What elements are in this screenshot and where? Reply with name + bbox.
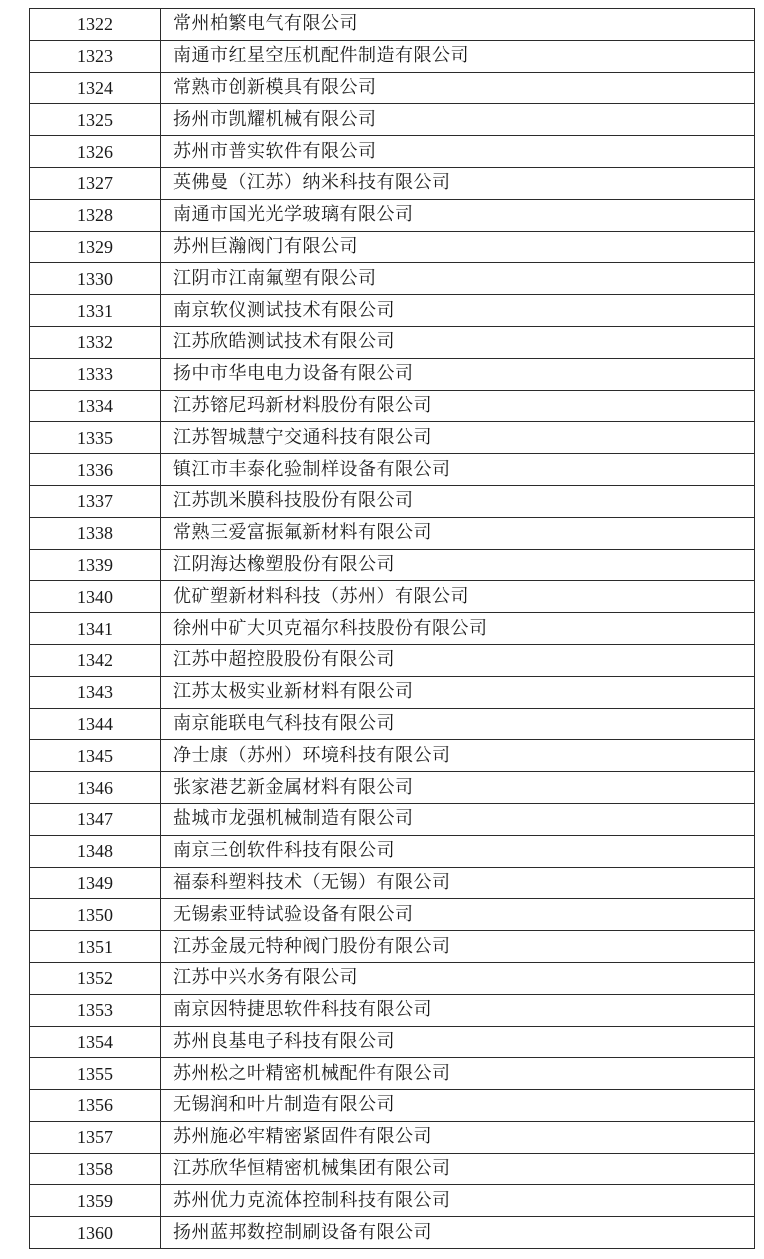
row-number-cell: 1330 [30, 263, 161, 295]
table-row [30, 1153, 755, 1185]
company-name-cell: 南京软仪测试技术有限公司 [161, 295, 755, 327]
row-number-cell: 1335 [30, 422, 161, 454]
row-number-cell: 1344 [30, 708, 161, 740]
table-row [30, 899, 755, 931]
company-name-cell: 江苏智城慧宁交通科技有限公司 [161, 422, 755, 454]
table-row [30, 231, 755, 263]
table-row [30, 1217, 755, 1249]
company-name-cell: 江苏镕尼玛新材料股份有限公司 [161, 390, 755, 422]
table-row [30, 9, 755, 41]
company-name-cell: 苏州良基电子科技有限公司 [161, 1026, 755, 1058]
company-name-cell: 优矿塑新材料科技（苏州）有限公司 [161, 581, 755, 613]
row-number-cell: 1353 [30, 994, 161, 1026]
table-row [30, 485, 755, 517]
company-name-cell: 江苏中超控股股份有限公司 [161, 644, 755, 676]
company-name-cell: 常熟市创新模具有限公司 [161, 72, 755, 104]
row-number-cell: 1349 [30, 867, 161, 899]
table-row [30, 295, 755, 327]
company-name-cell: 江阴市江南氟塑有限公司 [161, 263, 755, 295]
company-name-cell: 南京因特捷思软件科技有限公司 [161, 994, 755, 1026]
company-name-cell: 盐城市龙强机械制造有限公司 [161, 803, 755, 835]
row-number-cell: 1359 [30, 1185, 161, 1217]
row-number-cell: 1325 [30, 104, 161, 136]
table-row [30, 1121, 755, 1153]
table-row [30, 867, 755, 899]
row-number-cell: 1326 [30, 136, 161, 168]
company-name-cell: 常熟三爱富振氟新材料有限公司 [161, 517, 755, 549]
row-number-cell: 1341 [30, 613, 161, 645]
table-row [30, 962, 755, 994]
table-row [30, 835, 755, 867]
company-name-cell: 南京能联电气科技有限公司 [161, 708, 755, 740]
company-name-cell: 江苏金晟元特种阀门股份有限公司 [161, 931, 755, 963]
company-name-cell: 净士康（苏州）环境科技有限公司 [161, 740, 755, 772]
company-name-cell: 江苏凯米膜科技股份有限公司 [161, 485, 755, 517]
table-row [30, 708, 755, 740]
company-name-cell: 江阴海达橡塑股份有限公司 [161, 549, 755, 581]
table-row [30, 772, 755, 804]
row-number-cell: 1355 [30, 1058, 161, 1090]
company-name-cell: 苏州市普实软件有限公司 [161, 136, 755, 168]
row-number-cell: 1324 [30, 72, 161, 104]
row-number-cell: 1322 [30, 9, 161, 41]
row-number-cell: 1348 [30, 835, 161, 867]
row-number-cell: 1339 [30, 549, 161, 581]
table-row [30, 1058, 755, 1090]
table-row [30, 167, 755, 199]
row-number-cell: 1337 [30, 485, 161, 517]
company-name-cell: 南通市红星空压机配件制造有限公司 [161, 40, 755, 72]
company-name-cell: 苏州巨瀚阀门有限公司 [161, 231, 755, 263]
company-name-cell: 江苏太极实业新材料有限公司 [161, 676, 755, 708]
row-number-cell: 1332 [30, 326, 161, 358]
company-name-cell: 徐州中矿大贝克福尔科技股份有限公司 [161, 613, 755, 645]
table-row [30, 1185, 755, 1217]
company-name-cell: 扬中市华电电力设备有限公司 [161, 358, 755, 390]
table-row [30, 104, 755, 136]
table-row [30, 1090, 755, 1122]
company-name-cell: 扬州市凯耀机械有限公司 [161, 104, 755, 136]
row-number-cell: 1352 [30, 962, 161, 994]
table-row [30, 263, 755, 295]
company-name-cell: 无锡索亚特试验设备有限公司 [161, 899, 755, 931]
table-row [30, 40, 755, 72]
table-row [30, 1026, 755, 1058]
row-number-cell: 1323 [30, 40, 161, 72]
table-row [30, 613, 755, 645]
table-row [30, 994, 755, 1026]
company-name-cell: 镇江市丰泰化验制样设备有限公司 [161, 454, 755, 486]
company-name-cell: 江苏中兴水务有限公司 [161, 962, 755, 994]
row-number-cell: 1346 [30, 772, 161, 804]
table-row [30, 740, 755, 772]
company-name-cell: 扬州蓝邦数控制刷设备有限公司 [161, 1217, 755, 1249]
company-name-cell: 常州柏繁电气有限公司 [161, 9, 755, 41]
table-row [30, 517, 755, 549]
table-row [30, 676, 755, 708]
row-number-cell: 1334 [30, 390, 161, 422]
company-table-body [30, 9, 755, 1249]
row-number-cell: 1347 [30, 803, 161, 835]
company-name-cell: 苏州施必牢精密紧固件有限公司 [161, 1121, 755, 1153]
company-name-cell: 江苏欣皓测试技术有限公司 [161, 326, 755, 358]
company-name-cell: 苏州松之叶精密机械配件有限公司 [161, 1058, 755, 1090]
company-name-cell: 福泰科塑料技术（无锡）有限公司 [161, 867, 755, 899]
row-number-cell: 1336 [30, 454, 161, 486]
company-name-cell: 张家港艺新金属材料有限公司 [161, 772, 755, 804]
company-list-document [29, 8, 755, 1249]
row-number-cell: 1338 [30, 517, 161, 549]
table-row [30, 199, 755, 231]
row-number-cell: 1333 [30, 358, 161, 390]
table-row [30, 931, 755, 963]
table-row [30, 326, 755, 358]
table-row [30, 358, 755, 390]
company-name-cell: 南京三创软件科技有限公司 [161, 835, 755, 867]
company-name-cell: 苏州优力克流体控制科技有限公司 [161, 1185, 755, 1217]
row-number-cell: 1331 [30, 295, 161, 327]
company-name-cell: 英佛曼（江苏）纳米科技有限公司 [161, 167, 755, 199]
row-number-cell: 1351 [30, 931, 161, 963]
table-row [30, 644, 755, 676]
row-number-cell: 1343 [30, 676, 161, 708]
row-number-cell: 1357 [30, 1121, 161, 1153]
row-number-cell: 1350 [30, 899, 161, 931]
row-number-cell: 1356 [30, 1090, 161, 1122]
company-name-cell: 无锡润和叶片制造有限公司 [161, 1090, 755, 1122]
table-row [30, 136, 755, 168]
table-row [30, 422, 755, 454]
row-number-cell: 1342 [30, 644, 161, 676]
table-row [30, 390, 755, 422]
company-table [29, 8, 755, 1249]
table-row [30, 581, 755, 613]
company-name-cell: 南通市国光光学玻璃有限公司 [161, 199, 755, 231]
row-number-cell: 1354 [30, 1026, 161, 1058]
row-number-cell: 1329 [30, 231, 161, 263]
table-row [30, 72, 755, 104]
row-number-cell: 1340 [30, 581, 161, 613]
company-name-cell: 江苏欣华恒精密机械集团有限公司 [161, 1153, 755, 1185]
row-number-cell: 1328 [30, 199, 161, 231]
table-row [30, 803, 755, 835]
row-number-cell: 1327 [30, 167, 161, 199]
table-row [30, 454, 755, 486]
row-number-cell: 1345 [30, 740, 161, 772]
table-row [30, 549, 755, 581]
row-number-cell: 1358 [30, 1153, 161, 1185]
row-number-cell: 1360 [30, 1217, 161, 1249]
